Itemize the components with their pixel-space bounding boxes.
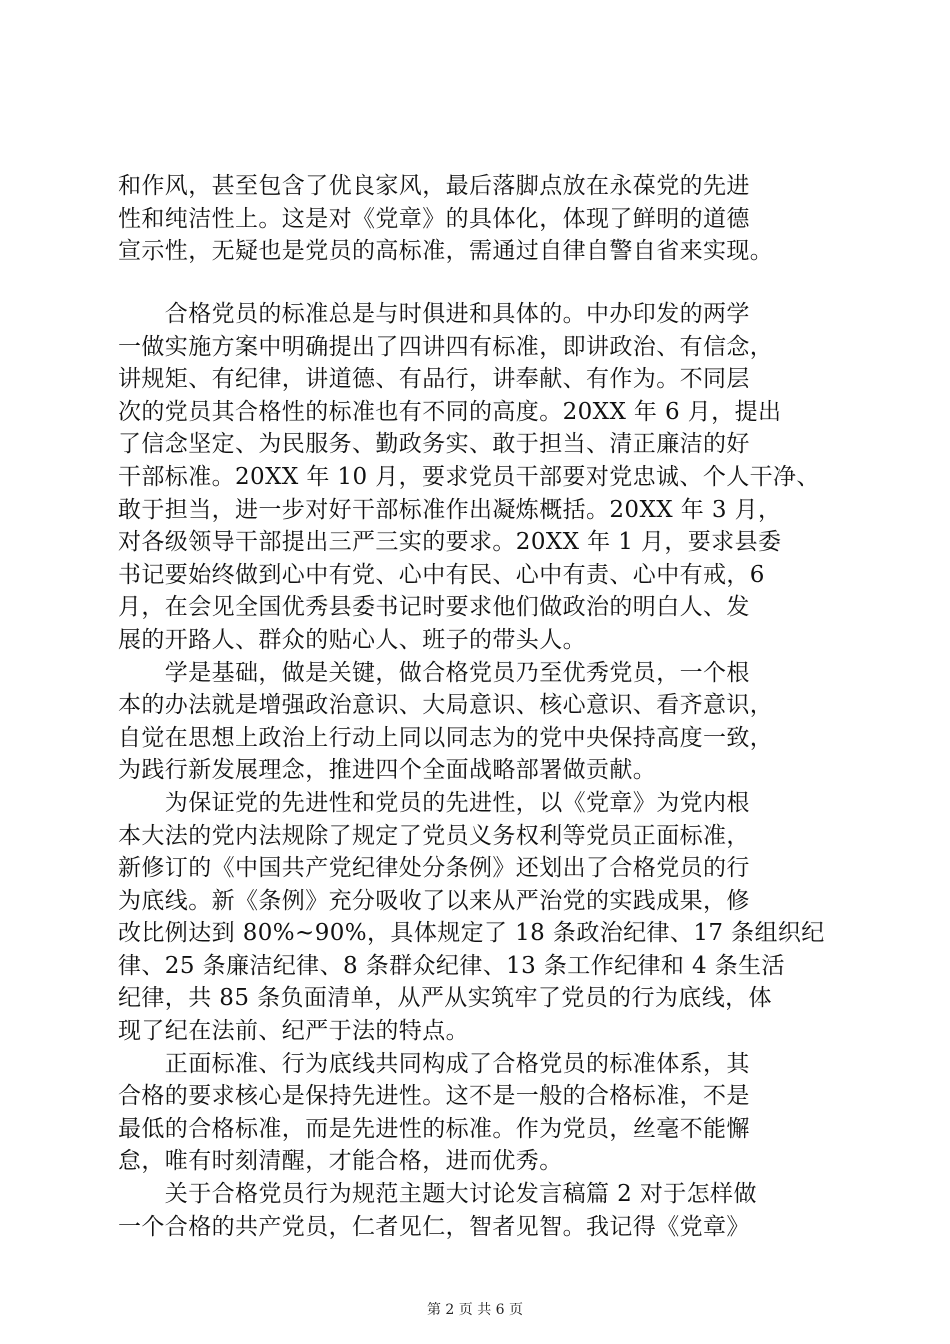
text-line: 书记要始终做到心中有党、心中有民、心中有责、心中有戒，6 [118, 561, 765, 588]
text-line: 怠，唯有时刻清醒，才能合格，进而优秀。 [118, 1148, 563, 1175]
text-line: 为践行新发展理念，推进四个全面战略部署做贡献。 [118, 757, 657, 784]
page-number-footer: 第 2 页 共 6 页 [426, 1302, 524, 1318]
paragraph-2 [118, 298, 838, 1243]
text-line: 正面标准、行为底线共同构成了合格党员的标准体系，其 [118, 1050, 750, 1077]
text-line: 合格的要求核心是保持先进性。这不是一般的合格标准，不是 [118, 1083, 750, 1110]
text-line: 宣示性，无疑也是党员的高标准，需通过自律自警自省来实现。 [118, 238, 774, 265]
text-line: 现了纪在法前、纪严于法的特点。 [118, 1018, 469, 1045]
text-line: 展的开路人、群众的贴心人、班子的带头人。 [118, 626, 586, 653]
text-line: 改比例达到 80%~90%，具体规定了 18 条政治纪律、17 条组织纪 [118, 920, 825, 947]
text-line: 自觉在思想上政治上行动上同以同志为的党中央保持高度一致， [118, 724, 774, 751]
text-line: 对各级领导干部提出三严三实的要求。20XX 年 1 月，要求县委 [118, 529, 782, 556]
text-line: 本大法的党内法规除了规定了党员义务权利等党员正面标准， [118, 822, 750, 849]
text-line: 次的党员其合格性的标准也有不同的高度。20XX 年 6 月，提出 [118, 398, 782, 425]
text-line: 为底线。新《条例》充分吸收了以来从严治党的实践成果，修 [118, 887, 750, 914]
text-line: 一做实施方案中明确提出了四讲四有标准，即讲政治、有信念， [118, 333, 774, 360]
text-line: 为保证党的先进性和党员的先进性，以《党章》为党内根 [118, 789, 750, 816]
text-line: 纪律，共 85 条负面清单，从严从实筑牢了党员的行为底线，体 [118, 985, 772, 1012]
text-line: 最低的合格标准，而是先进性的标准。作为党员，丝毫不能懈 [118, 1115, 750, 1142]
text-line: 合格党员的标准总是与时俱进和具体的。中办印发的两学 [118, 301, 750, 327]
paragraph-1 [118, 170, 838, 268]
text-line: 一个合格的共产党员，仁者见仁，智者见智。我记得《党章》 [118, 1213, 750, 1240]
text-line: 学是基础，做是关键，做合格党员乃至优秀党员，一个根 [118, 659, 750, 686]
text-line: 月，在会见全国优秀县委书记时要求他们做政治的明白人、发 [118, 594, 750, 621]
text-line: 敢于担当，进一步对好干部标准作出凝炼概括。20XX 年 3 月， [118, 496, 782, 523]
text-line: 关于合格党员行为规范主题大讨论发言稿篇 2 对于怎样做 [118, 1181, 757, 1208]
text-line: 了信念坚定、为民服务、勤政务实、敢于担当、清正廉洁的好 [118, 431, 750, 458]
text-line: 讲规矩、有纪律，讲道德、有品行，讲奉献、有作为。不同层 [118, 366, 750, 393]
text-line: 干部标准。20XX 年 10 月，要求党员干部要对党忠诚、个人干净、 [118, 463, 820, 490]
text-line: 律、25 条廉洁纪律、8 条群众纪律、13 条工作纪律和 4 条生活 [118, 952, 785, 979]
text-line: 和作风，甚至包含了优良家风，最后落脚点放在永葆党的先进 [118, 173, 750, 199]
text-line: 性和纯洁性上。这是对《党章》的具体化，体现了鲜明的道德 [118, 205, 750, 232]
text-line: 本的办法就是增强政治意识、大局意识、核心意识、看齐意识， [118, 692, 774, 719]
text-line: 新修订的《中国共产党纪律处分条例》还划出了合格党员的行 [118, 855, 750, 882]
